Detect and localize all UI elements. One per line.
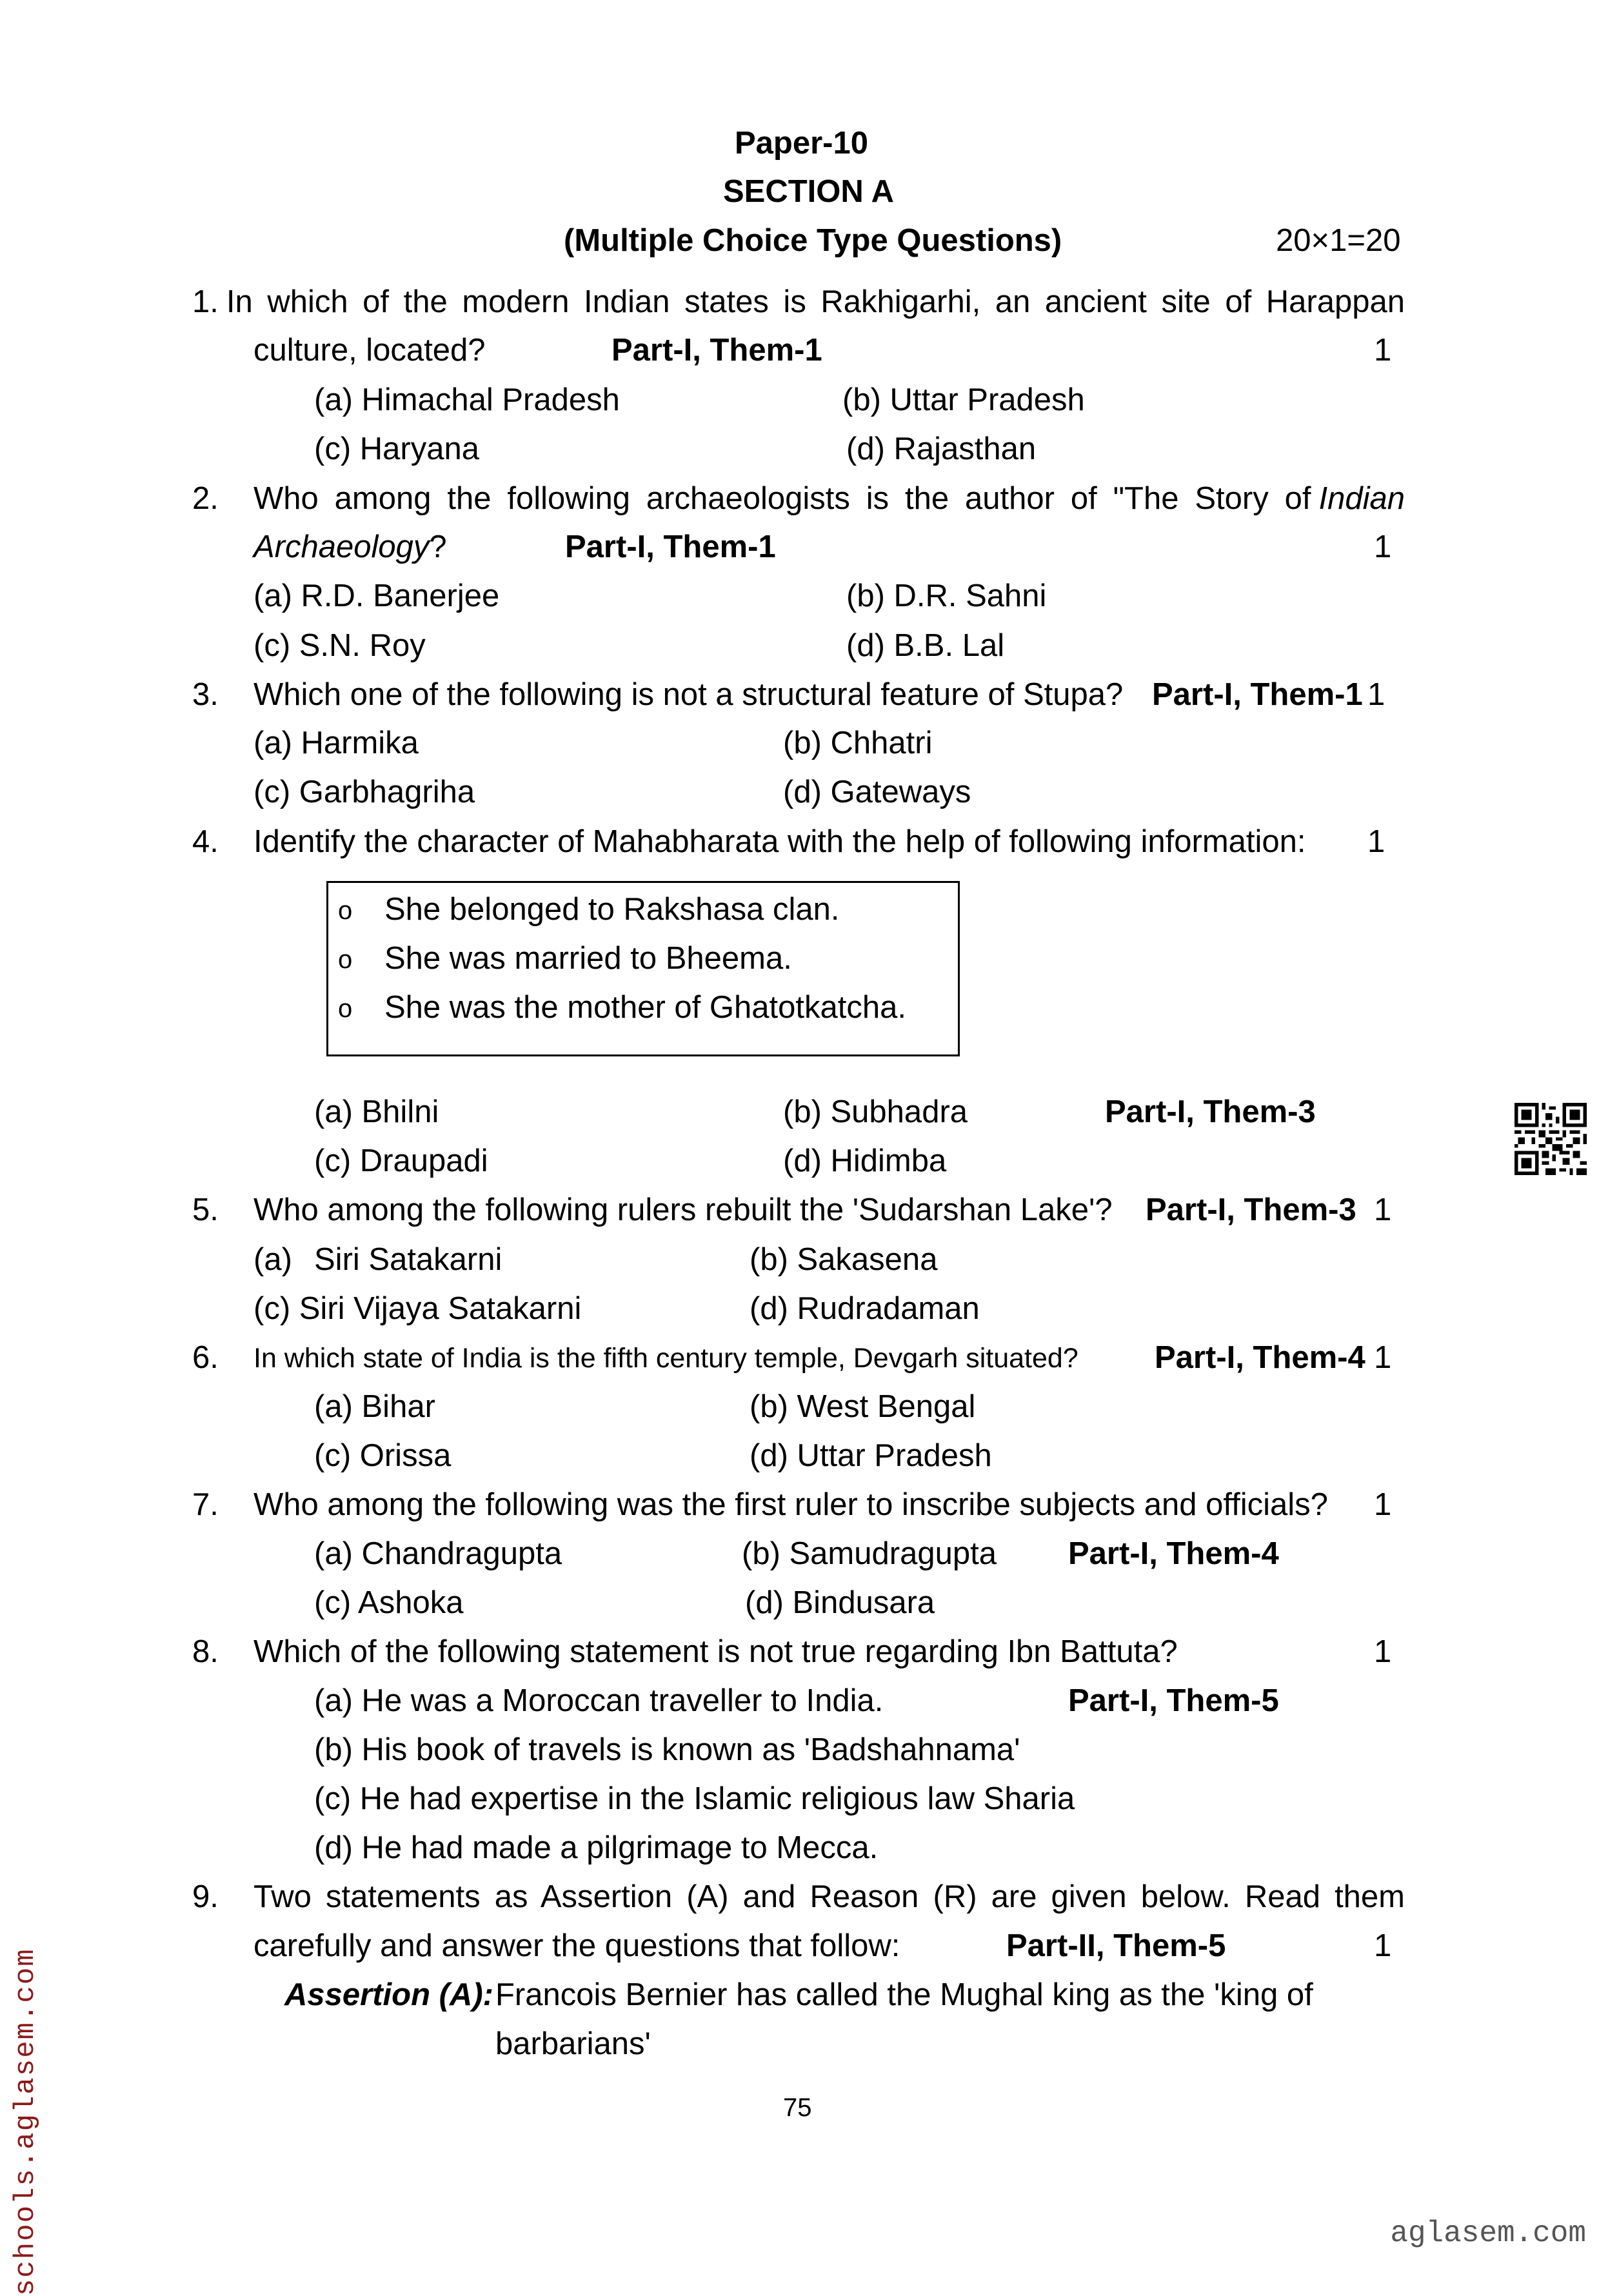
- q7-option-d[interactable]: (d) Bindusara: [745, 1585, 935, 1620]
- q2-option-a[interactable]: (a) R.D. Banerjee: [253, 579, 500, 613]
- question-2-line-1: [253, 483, 1405, 515]
- q5-option-b[interactable]: (b) Sakasena: [750, 1242, 938, 1277]
- question-9-ref: Part-II, Them-5: [1006, 1928, 1226, 1963]
- question-1-line-1: [192, 286, 1405, 318]
- question-5-ref: Part-I, Them-3: [1146, 1193, 1356, 1227]
- question-6-ref: Part-I, Them-4: [1155, 1340, 1366, 1375]
- q6-option-a[interactable]: (a) Bihar: [314, 1389, 435, 1424]
- question-6-number: 6.: [192, 1340, 219, 1375]
- question-1-mark: 1: [1374, 333, 1392, 368]
- q3-option-a[interactable]: (a) Harmika: [253, 726, 419, 760]
- bullet-icon: o: [338, 945, 353, 974]
- q2-option-b[interactable]: (b) D.R. Sahni: [846, 579, 1047, 613]
- info-box-item: She belonged to Rakshasa clan.: [384, 892, 840, 927]
- question-number: 1.: [192, 284, 219, 319]
- question-3-number: 3.: [192, 677, 219, 712]
- q4-option-a[interactable]: (a) Bhilni: [314, 1094, 439, 1129]
- paper-title: Paper-10: [735, 126, 869, 161]
- q8-option-a[interactable]: (a) He was a Moroccan traveller to India.: [314, 1683, 884, 1718]
- q1-option-c[interactable]: (c) Haryana: [314, 431, 479, 466]
- question-2-line-2: [253, 531, 447, 563]
- q5-option-c[interactable]: (c) Siri Vijaya Satakarni: [253, 1291, 582, 1326]
- question-4-text: Identify the character of Mahabharata with the help of following information:: [253, 824, 1306, 859]
- q3-option-c[interactable]: (c) Garbhagriha: [253, 775, 475, 809]
- q8-option-d[interactable]: (d) He had made a pilgrimage to Mecca.: [314, 1830, 879, 1865]
- q6-option-c[interactable]: (c) Orissa: [314, 1438, 452, 1473]
- question-3-text: Which one of the following is not a structural feature of Stupa?: [253, 677, 1124, 712]
- question-1-ref: Part-I, Them-1: [611, 333, 822, 368]
- q4-option-b[interactable]: (b) Subhadra: [783, 1094, 968, 1129]
- question-9-line-1: Two statements as Assertion (A) and Reason (R) are given below. Read them: [253, 1879, 1405, 1914]
- q8-option-b[interactable]: (b) His book of travels is known as 'Badshahnama': [314, 1732, 1020, 1767]
- assertion-label: Assertion (A):: [284, 1977, 493, 2012]
- info-box-item: She was the mother of Ghatotkatcha.: [384, 990, 906, 1025]
- question-8-text: Which of the following statement is not true regarding Ibn Battuta?: [253, 1634, 1178, 1669]
- question-9-line-2: carefully and answer the questions that follow:: [253, 1928, 900, 1963]
- section-marks: 20×1=20: [1276, 223, 1401, 258]
- q1-option-a[interactable]: (a) Himachal Pradesh: [314, 382, 620, 417]
- question-text: Who among the following archaeologists is the author of "The Story of: [253, 481, 1311, 516]
- watermark-left: schools.aglasem.com: [10, 1948, 42, 2296]
- q7-option-c[interactable]: (c) Ashoka: [314, 1585, 464, 1620]
- q2-option-d[interactable]: (d) B.B. Lal: [846, 628, 1005, 663]
- question-2-mark: 1: [1374, 529, 1392, 564]
- q4-option-d[interactable]: (d) Hidimba: [783, 1143, 947, 1178]
- q8-option-c[interactable]: (c) He had expertise in the Islamic religious law Sharia: [314, 1781, 1075, 1816]
- bullet-icon: o: [338, 995, 353, 1023]
- question-8-mark: 1: [1374, 1634, 1392, 1669]
- question-1-line-2: culture, located?: [253, 333, 486, 368]
- question-3-mark: 1: [1367, 677, 1385, 712]
- page-number: 75: [783, 2093, 812, 2122]
- question-3-ref: Part-I, Them-1: [1152, 677, 1363, 712]
- question-5-text: Who among the following rulers rebuilt the 'Sudarshan Lake'?: [253, 1193, 1113, 1227]
- question-7-text: Who among the following was the first ruler to inscribe subjects and officials?: [253, 1487, 1328, 1522]
- question-4-number: 4.: [192, 824, 219, 859]
- section-subtitle: (Multiple Choice Type Questions): [564, 223, 1062, 258]
- q3-option-b[interactable]: (b) Chhatri: [783, 726, 933, 760]
- question-text: In which of the modern Indian states is Rakhigarhi, an ancient site of Harappan: [226, 284, 1405, 319]
- info-box-item: She was married to Bheema.: [384, 941, 792, 976]
- question-8-number: 8.: [192, 1634, 219, 1669]
- q1-option-b[interactable]: (b) Uttar Pradesh: [842, 382, 1085, 417]
- question-6-text: In which state of India is the fifth century temple, Devgarh situated?: [253, 1343, 1078, 1374]
- question-9-mark: 1: [1374, 1928, 1392, 1963]
- section-title: SECTION A: [723, 174, 894, 209]
- question-4-mark: 1: [1367, 824, 1385, 859]
- q6-option-b[interactable]: (b) West Bengal: [750, 1389, 976, 1424]
- question-6-mark: 1: [1374, 1340, 1392, 1375]
- question-5-number: 5.: [192, 1193, 219, 1227]
- q5-option-a-label[interactable]: (a): [253, 1242, 292, 1277]
- question-text: ?: [429, 529, 447, 564]
- q6-option-d[interactable]: (d) Uttar Pradesh: [750, 1438, 992, 1473]
- assertion-text: Francois Bernier has called the Mughal king as the 'king of: [495, 1977, 1313, 2012]
- q5-option-d[interactable]: (d) Rudradaman: [750, 1291, 980, 1326]
- question-2-ref: Part-I, Them-1: [565, 529, 776, 564]
- q5-option-a[interactable]: Siri Satakarni: [314, 1242, 502, 1277]
- q4-option-c[interactable]: (c) Draupadi: [314, 1143, 488, 1178]
- assertion-text-cont: barbarians': [495, 2026, 651, 2061]
- question-8-ref: Part-I, Them-5: [1068, 1683, 1279, 1718]
- watermark-right: aglasem.com: [1390, 2217, 1586, 2250]
- q7-option-b[interactable]: (b) Samudragupta: [742, 1536, 997, 1571]
- question-text-italic: Archaeology: [253, 529, 430, 564]
- question-7-ref: Part-I, Them-4: [1068, 1536, 1279, 1571]
- question-5-mark: 1: [1374, 1193, 1392, 1227]
- q1-option-d[interactable]: (d) Rajasthan: [846, 431, 1037, 466]
- question-2-number: 2.: [192, 481, 219, 516]
- question-text-italic: Indian: [1318, 481, 1405, 516]
- q3-option-d[interactable]: (d) Gateways: [783, 775, 971, 809]
- question-4-ref: Part-I, Them-3: [1105, 1094, 1316, 1129]
- question-9-number: 9.: [192, 1879, 219, 1914]
- question-7-number: 7.: [192, 1487, 219, 1522]
- bullet-icon: o: [338, 896, 353, 925]
- q7-option-a[interactable]: (a) Chandragupta: [314, 1536, 562, 1571]
- q2-option-c[interactable]: (c) S.N. Roy: [253, 628, 426, 663]
- question-7-mark: 1: [1374, 1487, 1392, 1522]
- qr-code-icon: [1515, 1103, 1587, 1175]
